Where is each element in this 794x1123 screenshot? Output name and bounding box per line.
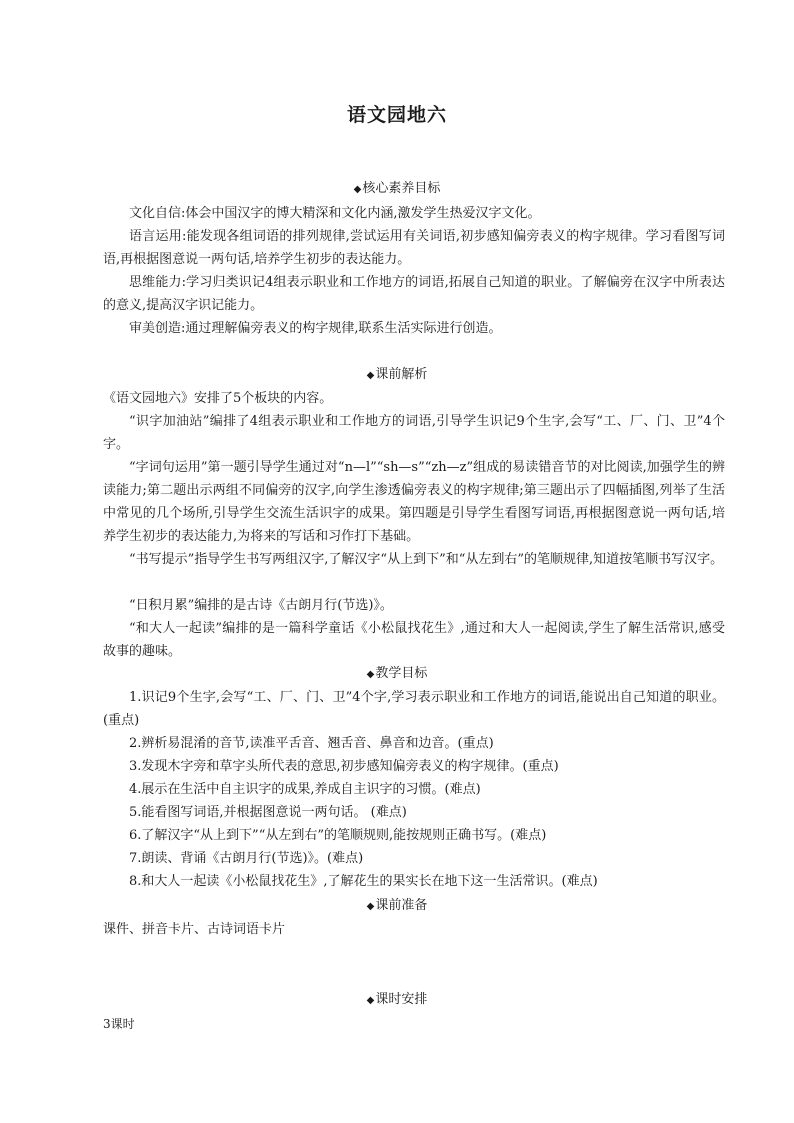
section-heading-pre-analysis bbox=[0, 367, 794, 384]
section-heading-label: 课时安排 bbox=[375, 992, 428, 1007]
section-heading-schedule bbox=[0, 992, 794, 1009]
section-heading-teaching-goals bbox=[0, 666, 794, 683]
section-heading-label: 教学目标 bbox=[375, 666, 428, 681]
paragraph-literacy-station: “识字加油站”编排了4组表示职业和工作地方的词语,引导学生识记9个生字,会写“工、厂、门、卫”4个字。 bbox=[103, 414, 725, 452]
teaching-goal-item: 7.朗读、背诵《古朗月行(节选)》。(难点) bbox=[129, 851, 364, 866]
preparation-materials: 课件、拼音卡片、古诗词语卡片 bbox=[103, 922, 286, 937]
paragraph-read-with-adults: “和大人一起读”编排的是一篇科学童话《小松鼠找花生》,通过和大人一起阅读,学生了解生活常识,感受故事的趣味。 bbox=[103, 621, 725, 659]
teaching-goal-item: 8.和大人一起读《小松鼠找花生》,了解花生的果实长在地下这一生活常识。(难点) bbox=[129, 874, 598, 889]
teaching-goal-item: 2.辨析易混淆的音节,读准平舌音、翘舌音、鼻音和边音。(重点) bbox=[129, 736, 494, 751]
teaching-goal-item: 5.能看图写词语,并根据图意说一两句话。 (难点) bbox=[129, 805, 407, 820]
teaching-goal-item: 6.了解汉字“从上到下”“从左到右”的笔顺规则,能按规则正确书写。(难点) bbox=[129, 828, 547, 843]
section-heading-label: 课前准备 bbox=[375, 898, 428, 913]
teaching-goal-item: 4.展示在生活中自主识字的成果,养成自主识字的习惯。(难点) bbox=[129, 782, 481, 797]
paragraph-language-use: 语言运用:能发现各组词语的排列规律,尝试运用有关词语,初步感知偏旁表义的构字规律。学习看图写词语,再根据图意说一两句话,培养学生初步的表达能力。 bbox=[103, 229, 725, 267]
diamond-bullet-icon: ◆ bbox=[366, 901, 375, 912]
section-heading-label: 核心素养目标 bbox=[362, 181, 441, 196]
diamond-bullet-icon: ◆ bbox=[366, 370, 375, 381]
section-heading-preparation bbox=[0, 898, 794, 915]
diamond-bullet-icon: ◆ bbox=[366, 669, 375, 680]
paragraph-daily-accumulation: “日积月累”编排的是古诗《古朗月行(节选)》。 bbox=[129, 598, 393, 613]
section-heading-label: 课前解析 bbox=[375, 367, 428, 382]
diamond-bullet-icon: ◆ bbox=[353, 184, 362, 195]
paragraph-thinking-ability: 思维能力:学习归类识记4组表示职业和工作地方的词语,拓展自己知道的职业。了解偏旁在汉字中所表达的意义,提高汉字识记能力。 bbox=[103, 275, 725, 313]
paragraph-cultural-confidence: 文化自信:体会中国汉字的博大精深和文化内涵,激发学生热爱汉字文化。 bbox=[129, 206, 541, 221]
paragraph-word-usage: “字词句运用”第一题引导学生通过对“n—l”“sh—s”“zh—z”组成的易读错音节的对比阅读,加强学生的辨读能力;第二题出示两组不同偏旁的汉字,向学生渗透偏旁表义的构字规律;第三题出示了四幅插图,列举了生活中常见的几个场所,引导学生交流生活识字的成果。第四题是引导学生看图写词语,再根据图意说一两句话,培养学生初步的表达能力,为将来的写话和习作打下基础。 bbox=[103, 460, 725, 544]
class-hours: 3课时 bbox=[103, 1017, 135, 1031]
paragraph-aesthetic-creation: 审美创造:通过理解偏旁表义的构字规律,联系生活实际进行创造。 bbox=[129, 321, 502, 336]
teaching-goal-item: 3.发现木字旁和草字头所代表的意思,初步感知偏旁表义的构字规律。(重点) bbox=[129, 759, 559, 774]
teaching-goal-item: 1.识记9个生字,会写“工、厂、门、卫”4个字,学习表示职业和工作地方的词语,能说出自己知道的职业。(重点) bbox=[103, 690, 725, 728]
section-heading-core-goals bbox=[0, 181, 794, 198]
paragraph-overview: 《语文园地六》安排了5个板块的内容。 bbox=[103, 391, 333, 406]
diamond-bullet-icon: ◆ bbox=[366, 995, 375, 1006]
paragraph-writing-tips: “书写提示”指导学生书写两组汉字,了解汉字“从上到下”和“从左到右”的笔顺规律,知道按笔顺书写汉字。 bbox=[129, 552, 724, 567]
page-title: 语文园地六 bbox=[346, 104, 447, 126]
